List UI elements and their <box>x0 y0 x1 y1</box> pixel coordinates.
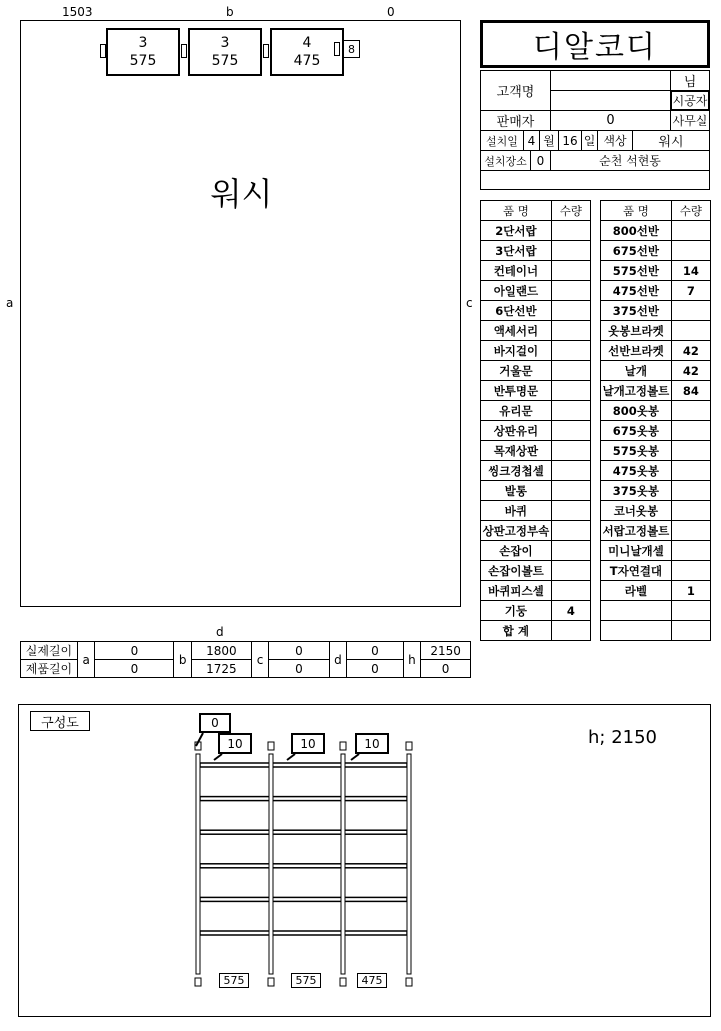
item-name: 아일랜드 <box>481 281 552 301</box>
b-label: b <box>174 642 191 678</box>
item-name: 800선반 <box>601 221 672 241</box>
column-callout-2: 10 <box>291 733 325 754</box>
office-label: 사무실 <box>670 110 710 131</box>
c-label: c <box>251 642 268 678</box>
post-cap-bottom <box>268 978 274 986</box>
shelf <box>200 763 407 767</box>
item-name: 씽크경첩셀 <box>481 461 552 481</box>
install-place-value[interactable]: 순천 석현동 <box>550 150 710 171</box>
install-place-label: 설치장소 <box>480 150 531 171</box>
post-cap-top <box>268 742 274 750</box>
module-width: 575 <box>129 53 157 69</box>
bottom-width-1: 575 <box>219 973 249 988</box>
post-cap-bottom <box>340 978 346 986</box>
item-name: 손잡이 <box>481 541 552 561</box>
install-date-label: 설치일 <box>480 130 524 151</box>
dim-a-label: a <box>6 296 14 310</box>
item-name: 유리문 <box>481 401 552 421</box>
item-name: 상판유리 <box>481 421 552 441</box>
item-name: 라벨 <box>601 581 672 601</box>
dim-right-label: 0 <box>387 5 395 19</box>
installer-label[interactable]: 시공자 <box>670 90 710 111</box>
module-width: 475 <box>293 53 321 69</box>
honorific-label: 님 <box>670 70 710 91</box>
a-label: a <box>77 642 94 678</box>
post <box>196 754 200 974</box>
item-quantity[interactable]: 4 <box>551 601 590 621</box>
callout-pointer <box>214 754 222 760</box>
c-real[interactable]: 0 <box>269 642 329 660</box>
install-month[interactable]: 4 <box>523 130 540 151</box>
column-header: 품 명 <box>601 201 672 221</box>
item-quantity[interactable]: 42 <box>671 361 710 381</box>
item-quantity[interactable]: 42 <box>671 341 710 361</box>
a-real[interactable]: 0 <box>95 642 174 660</box>
shelf <box>200 864 407 868</box>
shelf <box>200 797 407 801</box>
item-name: 2단서랍 <box>481 221 552 241</box>
end-tag: 8 <box>343 40 360 58</box>
item-name: 미니날개셀 <box>601 541 672 561</box>
plan-color-label: 워시 <box>210 175 273 213</box>
item-name: 6단선반 <box>481 301 552 321</box>
module-count: 3 <box>220 35 230 51</box>
bottom-width-3: 475 <box>357 973 387 988</box>
column-header: 수량 <box>551 201 590 221</box>
item-quantity[interactable]: 1 <box>671 581 710 601</box>
column-header: 품 명 <box>481 201 552 221</box>
d-label: d <box>329 642 346 678</box>
column-callout-3: 10 <box>355 733 389 754</box>
d-real[interactable]: 0 <box>347 642 404 660</box>
item-name: 3단서랍 <box>481 241 552 261</box>
post-cap-top <box>340 742 346 750</box>
seller-value[interactable]: 0 <box>550 110 671 131</box>
item-name: 상판고정부속 <box>481 521 552 541</box>
column-header: 수량 <box>671 201 710 221</box>
dim-left-label: 1503 <box>62 5 93 19</box>
post <box>407 754 411 974</box>
item-name: 475선반 <box>601 281 672 301</box>
measure-d-label: d <box>216 625 224 639</box>
item-name: 375선반 <box>601 301 672 321</box>
item-name: 800옷봉 <box>601 401 672 421</box>
callout-pointer <box>287 754 295 760</box>
module-width: 575 <box>211 53 239 69</box>
c-product[interactable]: 0 <box>269 660 329 678</box>
item-name: 선반브라켓 <box>601 341 672 361</box>
item-quantity[interactable]: 84 <box>671 381 710 401</box>
post <box>269 754 273 974</box>
module-count: 4 <box>302 35 312 51</box>
item-name: 375옷봉 <box>601 481 672 501</box>
day-label: 일 <box>581 130 598 151</box>
item-name: 바지걸이 <box>481 341 552 361</box>
color-label: 색상 <box>597 130 633 151</box>
item-name: 날개고정볼트 <box>601 381 672 401</box>
brand-title: 디알코디 <box>480 20 710 68</box>
item-name: 675옷봉 <box>601 421 672 441</box>
b-product[interactable]: 1725 <box>191 660 251 678</box>
shelf <box>200 830 407 834</box>
diagram-title: 구성도 <box>30 711 90 731</box>
item-name: 575선반 <box>601 261 672 281</box>
h-product[interactable]: 0 <box>421 660 471 678</box>
item-name: 코너옷봉 <box>601 501 672 521</box>
shelf <box>200 897 407 901</box>
item-name: 날개 <box>601 361 672 381</box>
bottom-width-2: 575 <box>291 973 321 988</box>
dim-b-label: b <box>226 5 234 19</box>
post-cap-bottom <box>195 978 201 986</box>
h-real[interactable]: 2150 <box>421 642 471 660</box>
d-product[interactable]: 0 <box>347 660 404 678</box>
module-count: 3 <box>138 35 148 51</box>
b-real[interactable]: 1800 <box>191 642 251 660</box>
total-label: 합 계 <box>481 621 552 641</box>
item-name: 손잡이볼트 <box>481 561 552 581</box>
item-name: 475옷봉 <box>601 461 672 481</box>
seller-label: 판매자 <box>480 110 551 131</box>
top-callout: 0 <box>199 713 231 733</box>
product-length-label: 제품길이 <box>21 660 78 678</box>
item-name: 목재상판 <box>481 441 552 461</box>
a-product[interactable]: 0 <box>95 660 174 678</box>
item-name: 바퀴피스셀 <box>481 581 552 601</box>
item-name: 675선반 <box>601 241 672 261</box>
item-quantity[interactable]: 7 <box>671 281 710 301</box>
callout-pointer <box>351 754 359 760</box>
item-name: 거울문 <box>481 361 552 381</box>
customer-name-label: 고객명 <box>480 70 551 111</box>
post <box>341 754 345 974</box>
post-cap-top <box>406 742 412 750</box>
item-name: 575옷봉 <box>601 441 672 461</box>
item-name: 옷봉브라켓 <box>601 321 672 341</box>
item-quantity[interactable]: 14 <box>671 261 710 281</box>
item-name: 컨테이너 <box>481 261 552 281</box>
month-label: 월 <box>539 130 559 151</box>
item-name: 서랍고정볼트 <box>601 521 672 541</box>
item-name: 기둥 <box>481 601 552 621</box>
h-label: h <box>403 642 420 678</box>
install-day[interactable]: 16 <box>558 130 582 151</box>
real-length-label: 실제길이 <box>21 642 78 660</box>
diagram-height-text: h; 2150 <box>588 727 658 748</box>
item-name: 발통 <box>481 481 552 501</box>
item-name: 반투명문 <box>481 381 552 401</box>
shelf <box>200 931 407 935</box>
item-name: T자연결대 <box>601 561 672 581</box>
post-cap-bottom <box>406 978 412 986</box>
install-place-code[interactable]: 0 <box>530 150 551 171</box>
item-name: 바퀴 <box>481 501 552 521</box>
item-name: 액세서리 <box>481 321 552 341</box>
color-value[interactable]: 워시 <box>632 130 710 151</box>
dim-c-label: c <box>466 296 473 310</box>
column-callout-1: 10 <box>218 733 252 754</box>
